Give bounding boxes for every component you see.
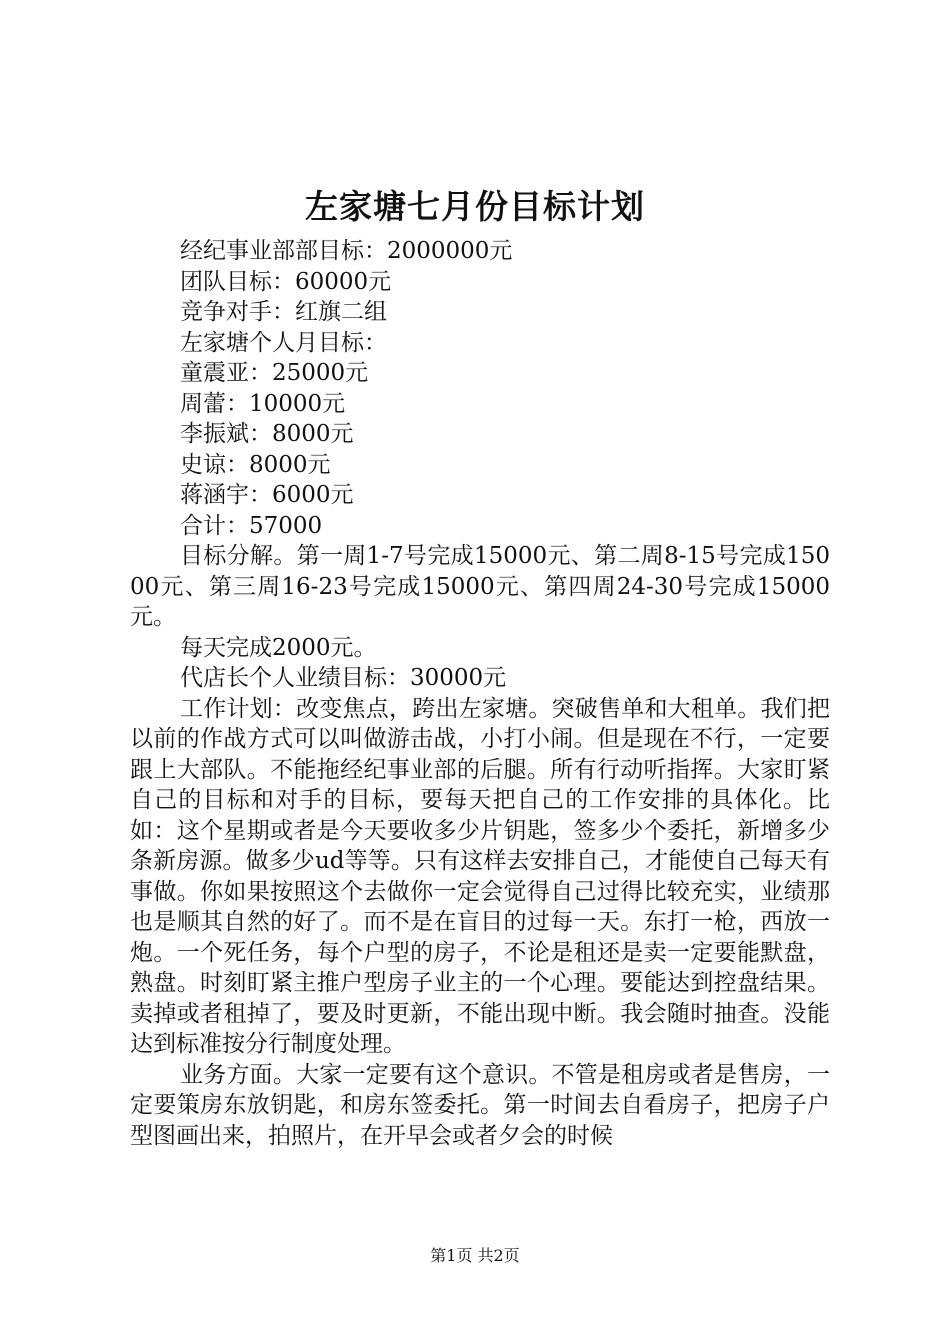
total-line: 合计：57000	[180, 512, 323, 539]
paragraph-manager-target: 代店长个人业绩目标：30000元	[180, 665, 507, 691]
person-target-line: 周蕾：10000元	[180, 390, 346, 417]
target-line-team: 团队目标：60000元	[180, 268, 392, 295]
document-body	[130, 236, 830, 1151]
person-target-line: 史谅：8000元	[180, 451, 331, 478]
person-target-line: 童震亚：25000元	[180, 360, 369, 386]
competitor-line: 竞争对手：红旗二组	[180, 299, 387, 325]
page-number-footer: 第1页 共2页	[430, 1246, 520, 1265]
paragraph-target-breakdown: 目标分解。第一周1-7号完成15000元、第二周8-15号完成15000元、第三周16-23号完成15000元、第四周24-30号完成15000元。	[130, 543, 830, 630]
person-target-line: 蒋涵宇：6000元	[180, 482, 354, 508]
paragraph-work-plan: 工作计划：改变焦点，跨出左家塘。突破售单和大租单。我们把以前的作战方式可以叫做游击战，小打小闹。但是现在不行，一定要跟上大部队。不能拖经纪事业部的后腿。所有行动听指挥。大家盯紧自己的目标和对手的目标，要每天把自己的工作安排的具体化。比如：这个星期或者是今天要收多少片钥匙，签多少个委托，新增多少条新房源。做多少ud等等。只有这样去安排自己，才能使自己每天有事做。你如果按照这个去做你一定会觉得自己过得比较充实，业绩那也是顺其自然的好了。而不是在盲目的过每一天。东打一枪，西放一炮。一个死任务，每个户型的房子，不论是租还是卖一定要能默盘，熟盘。时刻盯紧主推户型房子业主的一个心理。要能达到控盘结果。卖掉或者租掉了，要及时更新，不能出现中断。我会随时抽查。没能达到标准按分行制度处理。	[130, 695, 830, 1057]
person-target-line: 李振斌：8000元	[180, 421, 354, 447]
target-line-department: 经纪事业部部目标：2000000元	[180, 238, 513, 264]
personal-target-heading: 左家塘个人月目标：	[180, 329, 387, 356]
document-title: 左家塘七月份目标计划	[305, 187, 645, 226]
paragraph-business: 业务方面。大家一定要有这个意识。不管是租房或者是售房，一定要策房东放钥匙，和房东签委托。第一时间去自看房子，把房子户型图画出来，拍照片，在开早会或者夕会的时候	[130, 1061, 830, 1149]
paragraph-daily-target: 每天完成2000元。	[180, 634, 377, 661]
